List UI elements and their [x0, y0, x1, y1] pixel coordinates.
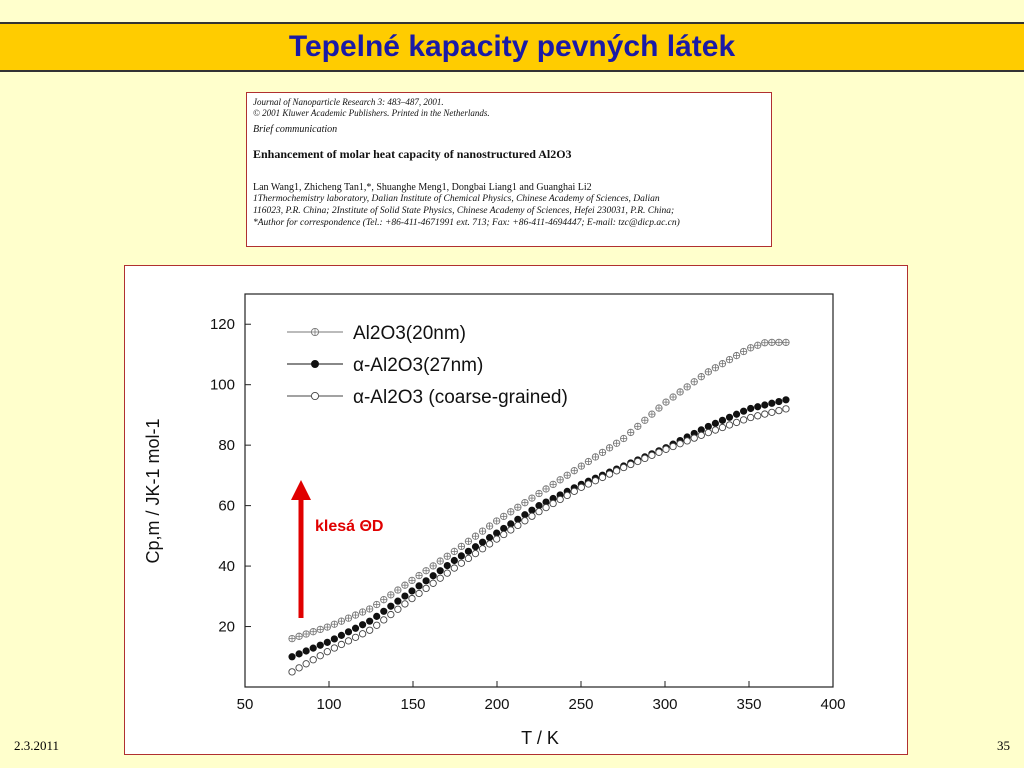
data-point [578, 484, 584, 490]
data-point [366, 606, 372, 612]
legend-label: α-Al2O3 (coarse-grained) [353, 387, 568, 408]
data-point [289, 654, 295, 660]
data-point [395, 587, 401, 593]
data-point [303, 648, 309, 654]
data-point [388, 611, 394, 617]
data-point [444, 570, 450, 576]
y-tick-label: 100 [209, 376, 235, 394]
y-tick-label: 80 [218, 437, 235, 455]
data-point [345, 629, 351, 635]
data-point [705, 369, 711, 375]
data-point [465, 538, 471, 544]
slide-title: Tepelné kapacity pevných látek [288, 30, 736, 63]
data-point [423, 585, 429, 591]
legend-entry [287, 387, 568, 408]
data-point [691, 379, 697, 385]
data-point [628, 429, 634, 435]
data-point [501, 525, 507, 531]
data-point [381, 608, 387, 614]
data-point [479, 539, 485, 545]
data-point [374, 601, 380, 607]
data-point [430, 573, 436, 579]
data-point [324, 639, 330, 645]
data-point [620, 464, 626, 470]
data-point [740, 417, 746, 423]
data-point [705, 423, 711, 429]
data-point [783, 397, 789, 403]
data-point [691, 435, 697, 441]
legend-marker [311, 328, 318, 335]
data-point [769, 400, 775, 406]
data-point [755, 342, 761, 348]
x-axis-label: T / K [521, 728, 559, 748]
data-point [317, 642, 323, 648]
data-point [578, 463, 584, 469]
data-point [776, 339, 782, 345]
data-point [444, 553, 450, 559]
data-point [395, 606, 401, 612]
data-point [698, 432, 704, 438]
x-tick-label: 400 [820, 696, 846, 713]
data-point [726, 414, 732, 420]
data-point [374, 622, 380, 628]
data-point [585, 458, 591, 464]
data-point [338, 618, 344, 624]
data-point [324, 648, 330, 654]
data-point [508, 527, 514, 533]
data-point [536, 502, 542, 508]
data-point [733, 419, 739, 425]
data-point [366, 618, 372, 624]
journal-line: Journal of Nanoparticle Research 3: 483–487, 2001. [253, 97, 444, 107]
data-point [409, 588, 415, 594]
data-point [451, 565, 457, 571]
data-point [381, 617, 387, 623]
data-point [381, 596, 387, 602]
data-point [472, 550, 478, 556]
data-point [663, 446, 669, 452]
legend-label: Al2O3(20nm) [353, 323, 466, 344]
series-3 [289, 406, 789, 675]
data-point [740, 348, 746, 354]
data-point [656, 405, 662, 411]
data-point [352, 634, 358, 640]
data-point [310, 645, 316, 651]
article-type: Brief communication [253, 124, 338, 135]
data-point [374, 613, 380, 619]
data-point [409, 577, 415, 583]
data-point [705, 429, 711, 435]
data-point [515, 516, 521, 522]
data-point [684, 384, 690, 390]
series-1 [289, 339, 789, 642]
data-point [522, 518, 528, 524]
data-point [747, 414, 753, 420]
x-tick-label: 300 [652, 696, 678, 713]
data-point [317, 653, 323, 659]
data-point [331, 621, 337, 627]
data-point [508, 509, 514, 515]
x-tick-label: 50 [236, 696, 254, 713]
copyright-line: © 2001 Kluwer Academic Publishers. Printed in the Netherlands. [253, 108, 490, 118]
reference-box [246, 92, 772, 247]
data-point [296, 665, 302, 671]
affiliation-line-2: 116023, P.R. China; 2Institute of Solid State Physics, Chinese Academy of Sciences, Hefei 230031, P.R. China; [253, 206, 675, 216]
x-tick-label: 250 [568, 696, 594, 713]
data-point [733, 411, 739, 417]
data-point [649, 452, 655, 458]
data-point [719, 361, 725, 367]
data-point [529, 495, 535, 501]
data-point [402, 582, 408, 588]
data-point [747, 405, 753, 411]
data-point [437, 558, 443, 564]
data-point [289, 669, 295, 675]
data-point [515, 504, 521, 510]
data-point [493, 518, 499, 524]
data-point [550, 481, 556, 487]
data-point [359, 631, 365, 637]
y-tick-label: 40 [218, 558, 235, 576]
data-point [712, 427, 718, 433]
data-point [522, 499, 528, 505]
data-point [310, 657, 316, 663]
data-point [451, 557, 457, 563]
title-bar [0, 22, 1024, 72]
affiliation-line-3: *Author for correspondence (Tel.: +86-411-4671991 ext. 713; Fax: +86-411-4694447; E-mail: tzc@dicp.ac.cn) [253, 218, 680, 228]
data-point [366, 627, 372, 633]
data-point [719, 417, 725, 423]
data-point [543, 504, 549, 510]
data-point [783, 339, 789, 345]
data-point [338, 632, 344, 638]
data-point [359, 622, 365, 628]
data-point [423, 578, 429, 584]
data-point [416, 583, 422, 589]
data-point [677, 389, 683, 395]
data-point [409, 595, 415, 601]
data-point [416, 572, 422, 578]
y-tick-label: 20 [218, 618, 235, 636]
data-point [642, 417, 648, 423]
data-point [296, 651, 302, 657]
data-point [465, 548, 471, 554]
data-point [620, 435, 626, 441]
data-point [352, 625, 358, 631]
data-point [345, 638, 351, 644]
data-point [776, 407, 782, 413]
data-point [395, 598, 401, 604]
data-point [529, 507, 535, 513]
data-point [493, 530, 499, 536]
data-point [592, 478, 598, 484]
data-point [762, 402, 768, 408]
data-point [479, 528, 485, 534]
data-point [769, 409, 775, 415]
data-point [628, 461, 634, 467]
data-point [529, 513, 535, 519]
data-point [747, 345, 753, 351]
data-point [303, 661, 309, 667]
data-point [402, 593, 408, 599]
heat-capacity-chart [125, 266, 907, 754]
data-point [388, 592, 394, 598]
data-point [740, 408, 746, 414]
data-point [712, 420, 718, 426]
data-point [613, 468, 619, 474]
data-point [501, 531, 507, 537]
data-point [522, 512, 528, 518]
data-point [359, 609, 365, 615]
x-tick-label: 350 [736, 696, 762, 713]
data-point [726, 422, 732, 428]
data-point [571, 467, 577, 473]
data-point [345, 615, 351, 621]
data-point [388, 603, 394, 609]
x-tick-label: 100 [316, 696, 342, 713]
data-point [557, 477, 563, 483]
authors: Lan Wang1, Zhicheng Tan1,*, Shuanghe Meng1, Dongbai Liang1 and Guanghai Li2 [253, 182, 592, 193]
data-point [430, 580, 436, 586]
data-point [550, 500, 556, 506]
data-point [684, 438, 690, 444]
data-point [733, 352, 739, 358]
data-point [698, 374, 704, 380]
data-point [331, 645, 337, 651]
data-point [543, 486, 549, 492]
data-point [479, 546, 485, 552]
data-point [783, 406, 789, 412]
data-point [606, 471, 612, 477]
data-point [458, 543, 464, 549]
data-point [599, 474, 605, 480]
data-point [536, 508, 542, 514]
data-point [585, 481, 591, 487]
data-point [557, 496, 563, 502]
legend-marker [311, 392, 318, 399]
data-point [571, 488, 577, 494]
data-point [472, 533, 478, 539]
data-point [670, 394, 676, 400]
data-point [642, 455, 648, 461]
data-point [486, 523, 492, 529]
data-point [769, 339, 775, 345]
data-point [416, 590, 422, 596]
data-point [599, 449, 605, 455]
data-point [719, 424, 725, 430]
data-point [606, 445, 612, 451]
data-point [726, 356, 732, 362]
data-point [635, 423, 641, 429]
x-tick-label: 150 [400, 696, 426, 713]
data-point [437, 567, 443, 573]
data-point [508, 521, 514, 527]
page-number: 35 [997, 738, 1010, 753]
data-point [762, 340, 768, 346]
legend-entry [287, 323, 466, 344]
data-point [649, 411, 655, 417]
data-point [423, 568, 429, 574]
data-point [613, 440, 619, 446]
data-point [331, 636, 337, 642]
affiliation-line-1: 1Thermochemistry laboratory, Dalian Institute of Chemical Physics, Chinese Academy of Sciences, Dalian [253, 194, 660, 204]
data-point [635, 458, 641, 464]
data-point [472, 544, 478, 550]
data-point [564, 472, 570, 478]
data-point [712, 365, 718, 371]
y-axis-label: Cp,m / JK-1 mol-1 [143, 418, 163, 564]
data-point [536, 490, 542, 496]
data-point [289, 635, 295, 641]
data-point [501, 513, 507, 519]
data-point [324, 624, 330, 630]
legend-entry [287, 355, 483, 376]
data-point [458, 553, 464, 559]
y-tick-label: 120 [209, 316, 235, 334]
data-point [296, 633, 302, 639]
footer-date: 2.3.2011 [14, 738, 60, 753]
data-point [444, 562, 450, 568]
decrease-arrow [291, 480, 311, 618]
data-point [762, 411, 768, 417]
chart-frame [124, 265, 908, 755]
paper-title: Enhancement of molar heat capacity of nanostructured Al2O3 [253, 147, 572, 161]
data-point [486, 541, 492, 547]
arrow-annotation: klesá ΘD [315, 518, 384, 535]
data-point [310, 629, 316, 635]
x-tick-label: 200 [484, 696, 510, 713]
data-point [776, 398, 782, 404]
data-point [663, 399, 669, 405]
data-point [677, 441, 683, 447]
data-point [592, 454, 598, 460]
data-point [437, 575, 443, 581]
data-point [515, 522, 521, 528]
data-point [402, 601, 408, 607]
data-point [493, 536, 499, 542]
legend-marker [311, 360, 318, 367]
data-point [451, 548, 457, 554]
data-point [656, 449, 662, 455]
data-point [317, 626, 323, 632]
data-point [338, 641, 344, 647]
data-point [564, 492, 570, 498]
data-point [465, 555, 471, 561]
data-point [352, 612, 358, 618]
data-point [670, 443, 676, 449]
data-point [430, 563, 436, 569]
data-point [458, 560, 464, 566]
y-tick-label: 60 [218, 497, 235, 515]
legend-label: α-Al2O3(27nm) [353, 355, 484, 376]
data-point [486, 534, 492, 540]
data-point [755, 404, 761, 410]
data-point [755, 413, 761, 419]
data-point [303, 631, 309, 637]
